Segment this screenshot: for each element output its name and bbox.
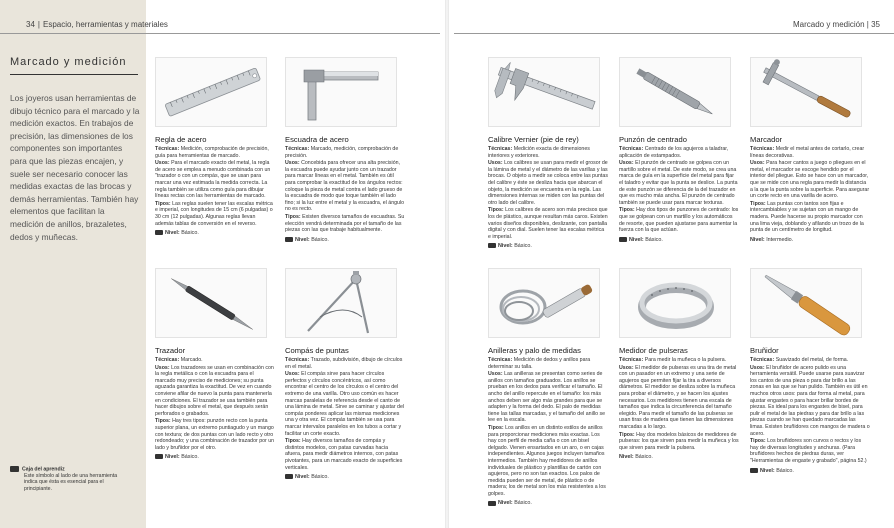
tool-name: Punzón de centrado	[619, 135, 687, 144]
apprentice-legend	[10, 466, 130, 492]
level-line: Nivel: Básico.	[155, 230, 275, 237]
usos-text: El bruñidor de acero pulido es una herramienta versátil. Puede usarse para suavizar los cantos de una pieza o para dar brillo a las zonas en las que se han pulido. También es útil en muchos otros usos: para dar forma al metal, para ajustar engastes o para hacer brillar bordes de piezas. Es ideal para los engastes de bisel, para pulir el metal de las piedras y para dar brillo a las piezas cuando se han quedado marcadas las limas. Existen bruñidores con mangos de madera o acero.	[750, 364, 870, 437]
tipos-text: Los bruñidores son curvos o rectos y los hay de diversas longitudes y anchuras. (Para bruñidores hechos de piedras duras, ver "Herramientas de engaste y grabado", página 52.)	[750, 438, 867, 464]
tool-card-trazador	[155, 268, 277, 461]
level-text: Básico.	[311, 474, 329, 481]
tool-card-compas	[285, 268, 407, 481]
right-page-number: 35	[871, 20, 880, 29]
tool-description: Técnicas: Medición, comprobación de precisión, guía para herramientas de marcado. Usos: Para el marcado exacto del metal, la regla de acero se emplea a menudo combinada con un "trazador o con un compás, que se usan para marcar una vez estimada la medida correcta. La regla también se utiliza como guía para dibujar líneas rectas con las herramientas de marcado. Tipos: Las reglas suelen tener las escalas métrica e imperial, con longitudes de 15 cm (6 pulgadas) o 30 cm (12 pulgadas). Algunas reglas llevan además tablas de conversión en el reverso. Nivel: Básico.	[155, 146, 275, 237]
tecnicas-text: Suavizado del metal, de forma.	[775, 357, 849, 363]
level-line: Nivel: Básico.	[155, 454, 275, 461]
vernier-caliper-icon	[489, 58, 600, 127]
tool-description: Técnicas: Marcado, medición, comprobación de precisión. Usos: Concebida para ofrecer una alta precisión, la escuadra puede ayudar junto con un trazador para marcar líneas en el metal. También es útil para comprobar la exactitud de los ángulos rectos: coloque la pieza de metal contra el lado grueso de la escuadra de modo que toque también el lado fino; si la luz entre el metal y la escuadra, el ángulo no es recto. Tipos: Existen diversos tamaños de escuadras. Su elección vendrá determinada por el tamaño de las piezas con las que trabaje habitualmente. Nivel: Básico.	[285, 146, 405, 243]
tool-name: Escuadra de acero	[285, 135, 349, 144]
ring-sizer-icon	[489, 269, 600, 338]
tool-name: Trazador	[155, 346, 186, 355]
center-punch-photo	[619, 57, 731, 127]
toolbox-icon	[488, 501, 496, 506]
toolbox-icon	[285, 474, 293, 479]
ring-sizers-photo	[488, 268, 600, 338]
tool-description: Técnicas: Medición de dedos y anillos para determinar su talla. Usos: Las anilleras se presentan como series de anillos con tamaños graduados. Los anillos se prueban en los dedos para verificar el tamaño. El ancho del anillo repercute en el tamaño: los más anchos deben ser algo más grandes para que se adapten y la forma del dedo. El palo de medidas tiene las tallas marcadas, y el tamaño del anillo se lee en la escala. Tipos: Los anillos en un distinto estilos de anillos para proporcionar mediciones más exactas. Los hay con perfil de media caña o con un bisel delgado. Vienen ensartados en un aro, o en cajas independientes. Algunos juegos incluyen tamaños intermedios. También hay medidores de anillos individuales de plástico y plantillas de cartón con agujeros, pero no son tan exactos. Los palos de medida pueden ser de metal, de plástico o de madera; los de metal son los más resistentes a los golpes. Nivel: Básico.	[488, 357, 608, 507]
tipos-text: Hay dos modelos básicos de medidores de pulseras: los que sirven para medir la muñeca y los que sirven para medir la pulsera.	[619, 431, 739, 451]
tipos-text: Los anillos en un distinto estilos de anillos para proporcionar mediciones más exactas. Los hay con perfil de media caña o con un bisel delgado. Vienen ensartados en un aro, o en cajas independientes. Algunos juegos incluyen tamaños intermedios. También hay medidores de anillos individuales de plástico y plantillas de cartón con agujeros, pero no son tan exactos. Los palos de medida pueden ser de metal, de plástico o de madera; los de metal son los más resistentes a los golpes.	[488, 424, 606, 497]
level-text: Básico.	[311, 236, 329, 243]
right-running-header	[454, 20, 894, 34]
tipos-text: Los calibres de acero son más precisos que los de plástico, aunque resultan más caros. Existen varios diseños disponibles, deslizante, con pantalla digital y con dial. Suelen tener las escalas métrica e imperial.	[488, 207, 608, 240]
dividers-photo	[285, 268, 397, 338]
tool-name: Compás de puntas	[285, 346, 349, 355]
tool-description: Técnicas: Centrado de los agujeros a taladrar, aplicación de estampados. Usos: El punzón de centrado se golpea con un martillo sobre el metal. De este modo, se crea una marca de guía en la superficie del metal para fijar el taladro y evitar que la punta se deslice. La punta de este punzón se diferencia de la del trazador en que es mucho más ancha. El punzón de centrado también se puede usar para marcar texturas. Tipos: Hay dos tipos de punzones de centrado: los que se golpean con un martillo y los automáticos de resorte, que pueden ajustarse para aumentar la fuerza con la que actúan. Nivel: Básico.	[619, 146, 739, 243]
tool-card-marcador	[750, 57, 872, 243]
header-separator: |	[37, 20, 40, 29]
bracelet-sizer-photo	[619, 268, 731, 338]
usos-text: Concebida para ofrecer una alta precisión, la escuadra puede ayudar junto con un trazador para marcar líneas en el metal. También es útil para comprobar la exactitud de los ángulos rectos: coloque la pieza de metal contra el lado grueso de la escuadra de modo que toque también el lado fino; si la luz entre el metal y la escuadra, el ángulo no es recto.	[285, 160, 405, 213]
tool-name: Calibre Vernier (pie de rey)	[488, 135, 579, 144]
tool-description: Técnicas: Marcado. Usos: Los trazadores se usan en combinación con la regla metálica o con la escuadra para el marcado muy preciso de mediciones; su punta aguzada garantiza la exactitud. De vez en cuando conviene afilar de nuevo la punta para mantenerla en condiciones. El trazador se usa también para hacer dibujos sobre el metal, que después serán perforados o grabados. Tipos: Hay tres tipos: punzón recto con la punta superior plana, un extremo puntiagudo y un mango con textura; de dos puntas con un lado recto y otro redondeado; y una combinación de trazador por un lado y bruñidor por el otro. Nivel: Básico.	[155, 357, 275, 461]
tipos-text: Hay tres tipos: punzón recto con la punta superior plana, un extremo puntiagudo y un mango con textura; de dos puntas con un lado recto y otro redondeado; y una combinación de trazador por un lado y bruñidor por el otro.	[155, 418, 275, 451]
tipos-text: Las puntas con tantos son fijas e intercambiables y se sujetan con un mango de madera. Puede hacerse su propio marcador con una lima vieja, doblando y afilando un trozo de la punta de un centímetro de longitud.	[750, 200, 864, 234]
tool-card-medidor	[619, 268, 741, 461]
level-text: Básico.	[776, 467, 794, 474]
tool-description: Técnicas: Para medir la muñeca o la pulsera. Usos: El medidor de pulseras es una tira de metal con un pasador en un extremo y una serie de agujeros que permiten fijar la tira a diversos diámetros. El medidor se desliza sobre la muñeca para probar el diámetro, y se hacen los ajustes necesarios. Los medidores tienen una escala de tamaños que indica la circunferencia del tamaño elegido. Para medir el tamaño de las pulseras se usan tiras de madera que tienen las dimensiones marcadas a lo largo. Tipos: Hay dos modelos básicos de medidores de pulseras: los que sirven para medir la muñeca y los que sirven para medir la pulsera. Nivel: Básico.	[619, 357, 739, 461]
ruler-icon	[156, 58, 267, 127]
tool-description: Técnicas: Medición exacta de dimensiones interiores y exteriores. Usos: Los calibres se usan para medir el grosor de la lámina de metal y el diámetro de las varillas y las brocas. O objeto a medir se coloca entre las puntas del calibre y éste se desliza hacia que abarcan el objeto, la medición se encuentra en la regla. Las dimensiones internas se miden con las puntas del otro lado del calibre. Tipos: Los calibres de acero son más precisos que los de plástico, aunque resultan más caros. Existen varios diseños disponibles, deslizante, con pantalla digital y con dial. Suelen tener las escalas métrica e imperial. Nivel: Básico.	[488, 146, 608, 250]
tool-description: Técnicas: Trazado, subdivisión, dibujo de círculos en el metal. Usos: El compás sirve para hacer círculos perfectos y círculos concéntricos, así como encontrar el centro de los círculos o el centro del extremo de una varilla. Otro uso común es hacer marcas paralelas de referencia desde el canto de una lámina de metal. Sirve se caminar y ajustar del compás ponderes aplicar las mismas mediciones una y otra vez. El compás también se usa para marcar intervalos paralelos en los tubos a cortar y facilitar un corte exacto. Tipos: Hay diversos tamaños de compás y distintos modelos, con patas curvadas hacia afuera, para medir diámetros internos, con patas pivotantes, para un marcado exacto de superficies verticales. Nivel: Básico.	[285, 357, 405, 481]
tool-card-calibre	[488, 57, 610, 250]
tecnicas-text: Marcado.	[180, 357, 203, 363]
book-gutter	[445, 0, 449, 528]
tool-card-regla	[155, 57, 277, 237]
marking-gauge-icon	[751, 58, 862, 127]
usos-text: Las anilleras se presentan como series de anillos con tamaños graduados. Los anillos se prueban en los dedos para verificar el tamaño. El ancho del anillo repercute en el tamaño: los más anchos deben ser algo más grandes para que se adapten y la forma del dedo. El palo de medidas tiene las tallas marcadas, y el tamaño del anillo se lee en la escala.	[488, 371, 606, 424]
burnisher-photo	[750, 268, 862, 338]
tecnicas-text: Medir el metal antes de cortarlo, crear líneas decorativas.	[750, 146, 865, 159]
usos-text: Para hacer cantos a juego o pliegues en el metal, el marcador se escoge hendido por el interior del pliegue. Esto se hace con un marcador, que se mide con una regla para medir la distancia a la que la punta sobre la superficie. Para asegurar un corte recto en una varilla de acero.	[750, 160, 870, 200]
caliper-photo	[488, 57, 600, 127]
ruler-photo	[155, 57, 267, 127]
right-section-name: Marcado y medición	[792, 20, 865, 29]
tool-card-anilleras	[488, 268, 610, 507]
scriber-photo	[155, 268, 267, 338]
toolbox-icon	[750, 468, 758, 473]
level-text: Básico.	[635, 454, 653, 461]
marking-gauge-photo	[750, 57, 862, 127]
left-section-name: Espacio, herramientas y materiales	[42, 20, 168, 29]
level-line: Nivel: Básico.	[285, 474, 405, 481]
square-photo	[285, 57, 397, 127]
intro-sidebar	[0, 0, 146, 528]
tool-description: Técnicas: Suavizado del metal, de forma. Usos: El bruñidor de acero pulido es una herramienta versátil. Puede usarse para suavizar los cantos de una pieza o para dar brillo a las zonas en las que se han pulido. También es útil en muchos otros usos: para dar forma al metal, para ajustar engastes o para hacer brillar bordes de piezas. Es ideal para los engastes de bisel, para pulir el metal de las piedras y para dar brillo a las piezas cuando se han quedado marcadas las limas. Existen bruñidores con mangos de madera o acero. Tipos: Los bruñidores son curvos o rectos y los hay de diversas longitudes y anchuras. (Para bruñidores hechos de piedras duras, ver "Herramientas de engaste y grabado", página 52.) Nivel: Básico.	[750, 357, 870, 474]
level-line: Nivel: Básico.	[619, 454, 653, 461]
section-title-rule	[10, 74, 138, 75]
tool-card-punzon	[619, 57, 741, 243]
toolbox-icon	[619, 237, 627, 242]
tecnicas-text: Trazado, subdivisión, dibujo de círculos en el metal.	[285, 357, 403, 370]
level-line: Nivel: Básico.	[619, 237, 739, 244]
tecnicas-text: Centrado de los agujeros a taladrar, aplicación de estampados.	[619, 146, 729, 159]
tool-card-brunidor	[750, 268, 872, 474]
tipos-text: Hay diversos tamaños de compás y distintos modelos, con patas curvadas hacia afuera, para medir diámetros internos, con patas pivotantes, para un marcado exacto de superficies verticales.	[285, 438, 403, 471]
toolbox-icon	[155, 454, 163, 459]
toolbox-icon	[155, 230, 163, 235]
usos-text: El punzón de centrado se golpea con un martillo sobre el metal. De este modo, se crea una marca de guía en la superficie del metal para fijar el taladro y evitar que la punta se deslice. La punta de este punzón se diferencia de la del trazador en que es mucho más ancha. El punzón de centrado también se puede usar para marcar texturas.	[619, 160, 738, 206]
toolbox-icon	[10, 466, 19, 472]
level-line: Nivel: Intermedio.	[750, 236, 794, 243]
header-separator: |	[864, 20, 872, 29]
tipos-text: Las reglas suelen tener las escalas métrica e imperial, con longitudes de 15 cm (6 pulgadas) o 30 cm (12 pulgadas). Algunas reglas llevan además tablas de conversión en el reverso.	[155, 200, 273, 227]
usos-text: Los calibres se usan para medir el grosor de la lámina de metal y el diámetro de las varillas y las brocas. O objeto a medir se coloca entre las puntas del calibre y éste se desliza hacia que abarcan el objeto, la medición se encuentra en la regla. Las dimensiones internas se miden con las puntas del otro lado del calibre.	[488, 160, 608, 206]
level-line: Nivel: Básico.	[488, 500, 608, 507]
left-page-number: 34	[26, 20, 35, 29]
steel-square-icon	[286, 58, 397, 127]
level-text: Básico.	[645, 236, 663, 243]
level-line: Nivel: Básico.	[285, 237, 405, 244]
tecnicas-text: Medición de dedos y anillos para determinar su talla.	[488, 357, 591, 370]
usos-text: Los trazadores se usan en combinación con la regla metálica o con la escuadra para el marcado muy preciso de mediciones; su punta aguzada garantiza la exactitud. De vez en cuando conviene afilar de nuevo la punta para mantenerla en condiciones. El trazador se usa también para hacer dibujos sobre el metal, que después serán perforados o grabados.	[155, 364, 274, 417]
tool-name: Marcador	[750, 135, 783, 144]
left-running-header	[0, 20, 440, 34]
usos-text: El medidor de pulseras es una tira de metal con un pasador en un extremo y una serie de agujeros que permiten fijar la tira a diversos diámetros. El medidor se desliza sobre la muñeca para probar el diámetro, y se hacen los ajustes necesarios. Los medidores tienen una escala de tamaños que indica la circunferencia del tamaño elegido. Para medir el tamaño de las pulseras se usan tiras de madera que tienen las dimensiones marcadas a lo largo.	[619, 364, 737, 430]
tecnicas-text: Medición, comprobación de precisión, guía para herramientas de marcado.	[155, 146, 269, 159]
center-punch-icon	[620, 58, 731, 127]
level-text: Básico.	[514, 500, 532, 507]
tool-card-escuadra	[285, 57, 407, 243]
tool-name: Anilleras y palo de medidas	[488, 346, 581, 355]
usos-text: El compás sirve para hacer círculos perfectos y círculos concéntricos, así como encontrar el centro de los círculos o el centro del extremo de una varilla. Otro uso común es hacer marcas paralelas de referencia desde el canto de una lámina de metal. Sirve se caminar y ajustar del compás ponderes aplicar las mismas mediciones una y otra vez. El compás también se usa para marcar intervalos paralelos en los tubos a cortar y facilitar un corte exacto.	[285, 371, 405, 437]
scriber-icon	[156, 269, 267, 338]
burnisher-icon	[751, 269, 862, 338]
tool-name: Bruñidor	[750, 346, 779, 355]
level-line: Nivel: Básico.	[750, 468, 870, 475]
level-line: Nivel: Básico.	[488, 243, 608, 250]
tipos-text: Hay dos tipos de punzones de centrado: los que se golpean con un martillo y los automáticos de resorte, que pueden ajustarse para aumentar la fuerza con la que actúan.	[619, 207, 739, 234]
section-intro: Los joyeros usan herramientas de dibujo técnico para el marcado y la medición exactos. En trabajos de precisión, las dimensiones de los componentes son importantes para que las piezas encajen, y suele ser necesario conocer las medidas exactas de las brocas y demás herramientas. También hay elementos que facilitan la medición de anillos, brazaletes, dedos y muñecas.	[10, 93, 140, 242]
tool-name: Regla de acero	[155, 135, 207, 144]
tecnicas-text: Marcado, medición, comprobación de precisión.	[285, 146, 399, 159]
tool-name: Medidor de pulseras	[619, 346, 688, 355]
level-text: Intermedio.	[766, 236, 794, 243]
usos-text: Para el marcado exacto del metal, la regla de acero se emplea a menudo combinada con un "trazador o con un compás, que se usan para marcar una vez estimada la medida correcta. La regla también se utiliza como guía para dibujar líneas rectas con las herramientas de marcado.	[155, 160, 271, 200]
tool-description: Técnicas: Medir el metal antes de cortarlo, crear líneas decorativas. Usos: Para hacer cantos a juego o pliegues en el metal, el marcador se escoge hendido por el interior del pliegue. Esto se hace con un marcador, que se mide con una regla para medir la distancia a la que la punta sobre la superficie. Para asegurar un corte recto en una varilla de acero. Tipos: Las puntas con tantos son fijas e intercambiables y se sujetan con un mango de madera. Puede hacerse su propio marcador con una lima vieja, doblando y afilando un trozo de la punta de un centímetro de longitud. Nivel: Intermedio.	[750, 146, 870, 243]
dividers-icon	[286, 269, 397, 338]
tecnicas-text: Medición exacta de dimensiones interiores y exteriores.	[488, 146, 590, 159]
toolbox-icon	[488, 243, 496, 248]
section-title: Marcado y medición	[10, 56, 127, 68]
legend-title: Caja del aprendiz	[22, 466, 65, 473]
level-text: Básico.	[181, 454, 199, 461]
toolbox-icon	[285, 237, 293, 242]
tipos-text: Existen diversos tamaños de escuadras. Su elección vendrá determinada por el tamaño de las piezas con las que trabaje habitualmente.	[285, 213, 405, 234]
level-text: Básico.	[181, 230, 199, 237]
legend-text: Este símbolo al lado de una herramienta indica que ésta es esencial para el principiante.	[24, 472, 118, 492]
tecnicas-text: Para medir la muñeca o la pulsera.	[644, 357, 727, 363]
bracelet-sizer-icon	[620, 269, 731, 338]
level-text: Básico.	[514, 243, 532, 250]
